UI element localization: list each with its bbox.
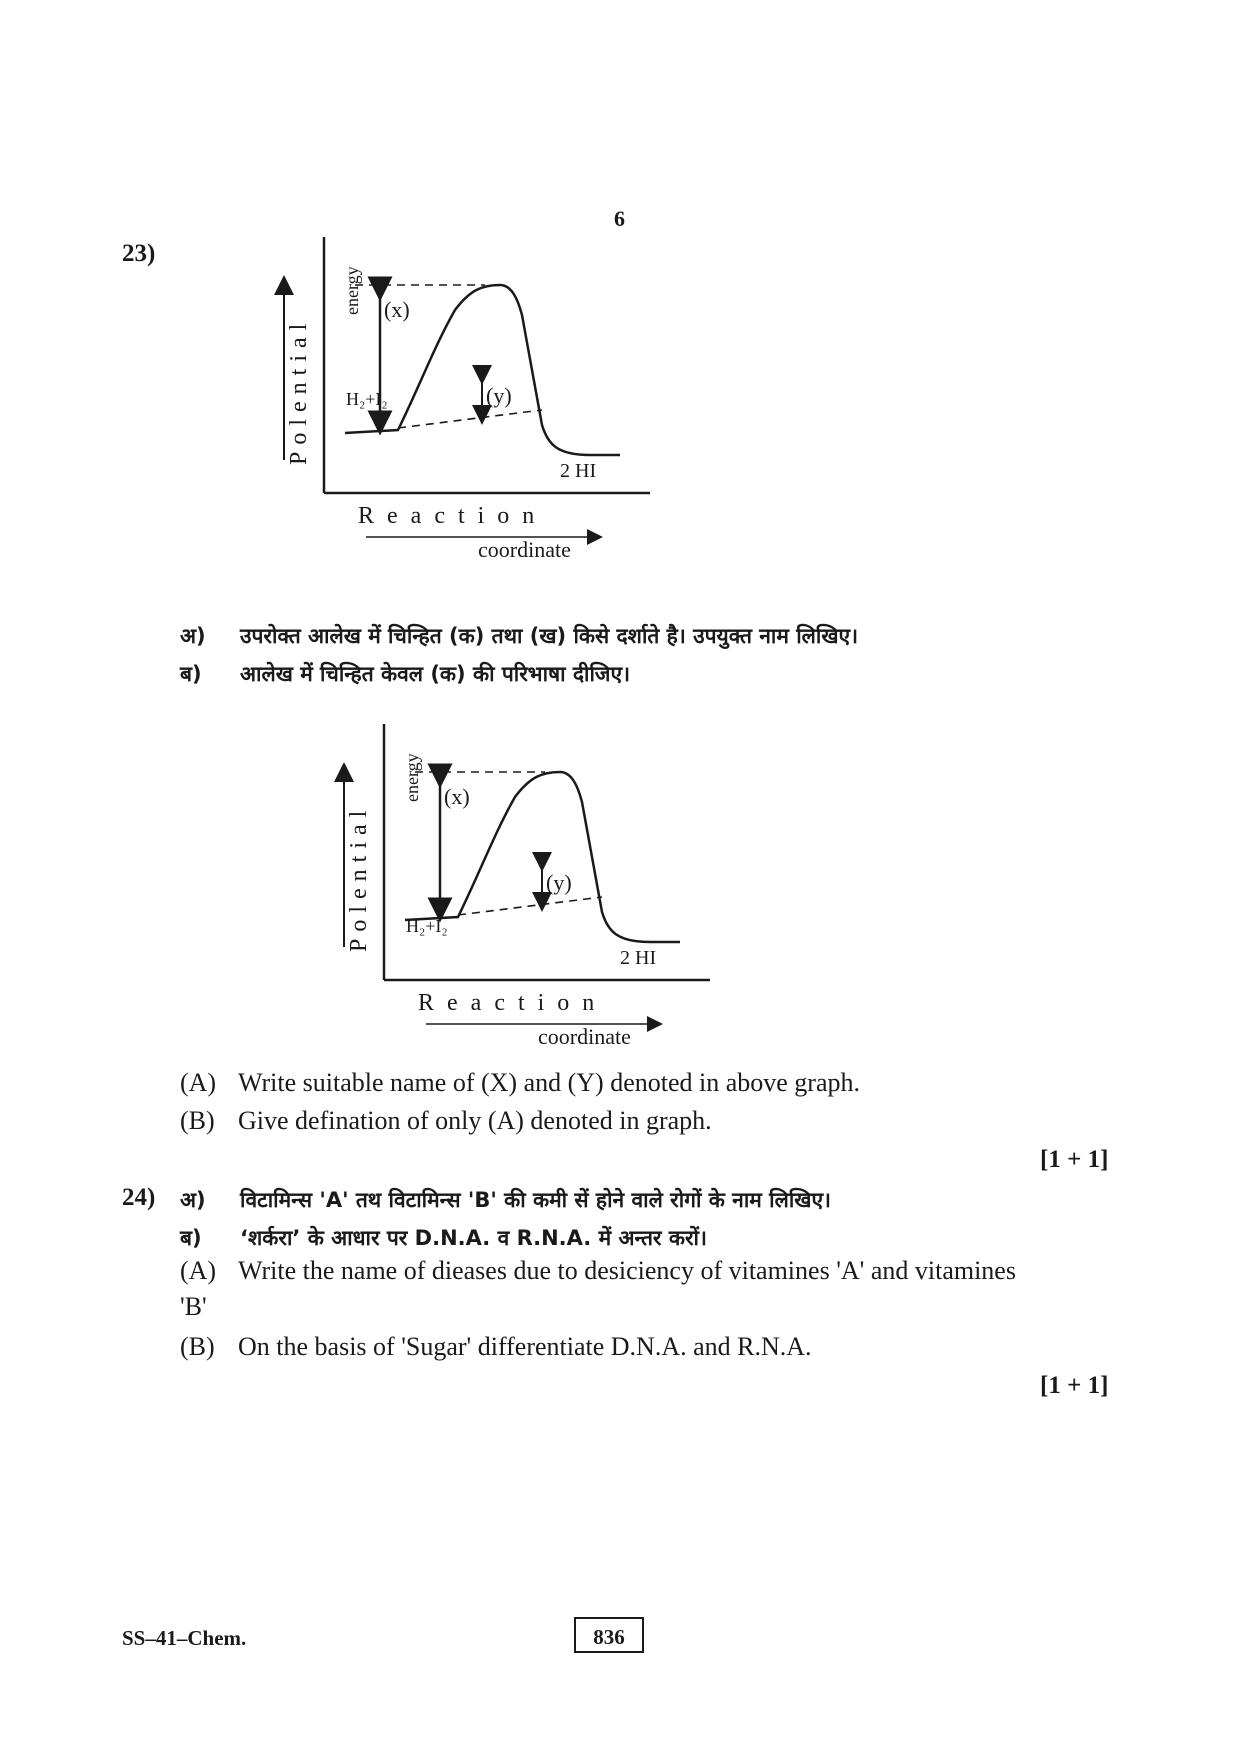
product-label: 2 HI <box>560 460 597 482</box>
reactant-label: H₂+I₂ <box>346 389 388 409</box>
q23-eng-b: Give defination of only (A) denoted in graph. <box>238 1106 712 1135</box>
x-marker: (x) <box>444 784 470 809</box>
q23-marks: [1 + 1] <box>1040 1146 1109 1173</box>
paper-code: SS–41–Chem. <box>122 1626 247 1650</box>
q23-eng-b-marker: (B) <box>180 1106 215 1135</box>
q24-eng-a-line2: 'B' <box>180 1292 207 1321</box>
footer-page-box: 836 <box>574 1617 644 1653</box>
q23-eng-a: Write suitable name of (X) and (Y) denoted in above graph. <box>238 1068 861 1097</box>
q24-eng-b: On the basis of 'Sugar' differentiate D.N.A. and R.N.A. <box>238 1332 812 1361</box>
q23-hindi-a: उपरोक्त आलेख में चिन्हित (क) तथा (ख) किसे दर्शाते है। उपयुक्त नाम लिखिए। <box>240 624 859 648</box>
q24-eng-a-line1: Write the name of dieases due to desiciency of vitamines 'A' and vitamines <box>238 1256 1016 1285</box>
q23-eng-a-marker: (A) <box>180 1068 217 1097</box>
energy-graph-english <box>320 712 740 1062</box>
y-axis-label: Polential <box>286 316 312 465</box>
question-number-23: 23) <box>122 240 156 267</box>
energy-label: energy <box>342 266 362 315</box>
q24-eng-a-marker: (A) <box>180 1256 217 1285</box>
energy-label: energy <box>402 753 422 802</box>
q23-hindi-a-marker: अ) <box>180 624 206 648</box>
reactant-label: H₂+I₂ <box>406 916 448 936</box>
energy-graph-hindi <box>260 225 680 575</box>
y-axis-label: Polential <box>346 803 372 952</box>
x-axis-label: Reaction <box>358 503 548 529</box>
q23-hindi-b-marker: ब) <box>180 662 202 686</box>
x-axis-label: Reaction <box>418 990 608 1016</box>
q24-hindi-a-marker: अ) <box>180 1188 206 1212</box>
q23-hindi-b: आलेख में चिन्हित केवल (क) की परिभाषा दीजिए। <box>240 662 631 686</box>
q24-hindi-b-marker: ब) <box>180 1226 202 1250</box>
q24-marks: [1 + 1] <box>1040 1372 1109 1399</box>
question-number-24: 24) <box>122 1184 156 1211</box>
x-axis-sublabel: coordinate <box>478 537 571 562</box>
q24-hindi-b: ‘शर्करा’ के आधार पर D.N.A. व R.N.A. में अन्तर करों। <box>240 1226 707 1250</box>
y-marker: (y) <box>546 870 572 895</box>
q24-hindi-a: विटामिन्स 'A' तथ विटामिन्स 'B' की कमी सें होने वाले रोगों के नाम लिखिए। <box>240 1188 832 1212</box>
page-number: 6 <box>614 206 625 231</box>
y-marker: (y) <box>486 383 512 408</box>
x-marker: (x) <box>384 297 410 322</box>
q24-eng-b-marker: (B) <box>180 1332 215 1361</box>
product-label: 2 HI <box>620 947 657 969</box>
x-axis-sublabel: coordinate <box>538 1024 631 1049</box>
